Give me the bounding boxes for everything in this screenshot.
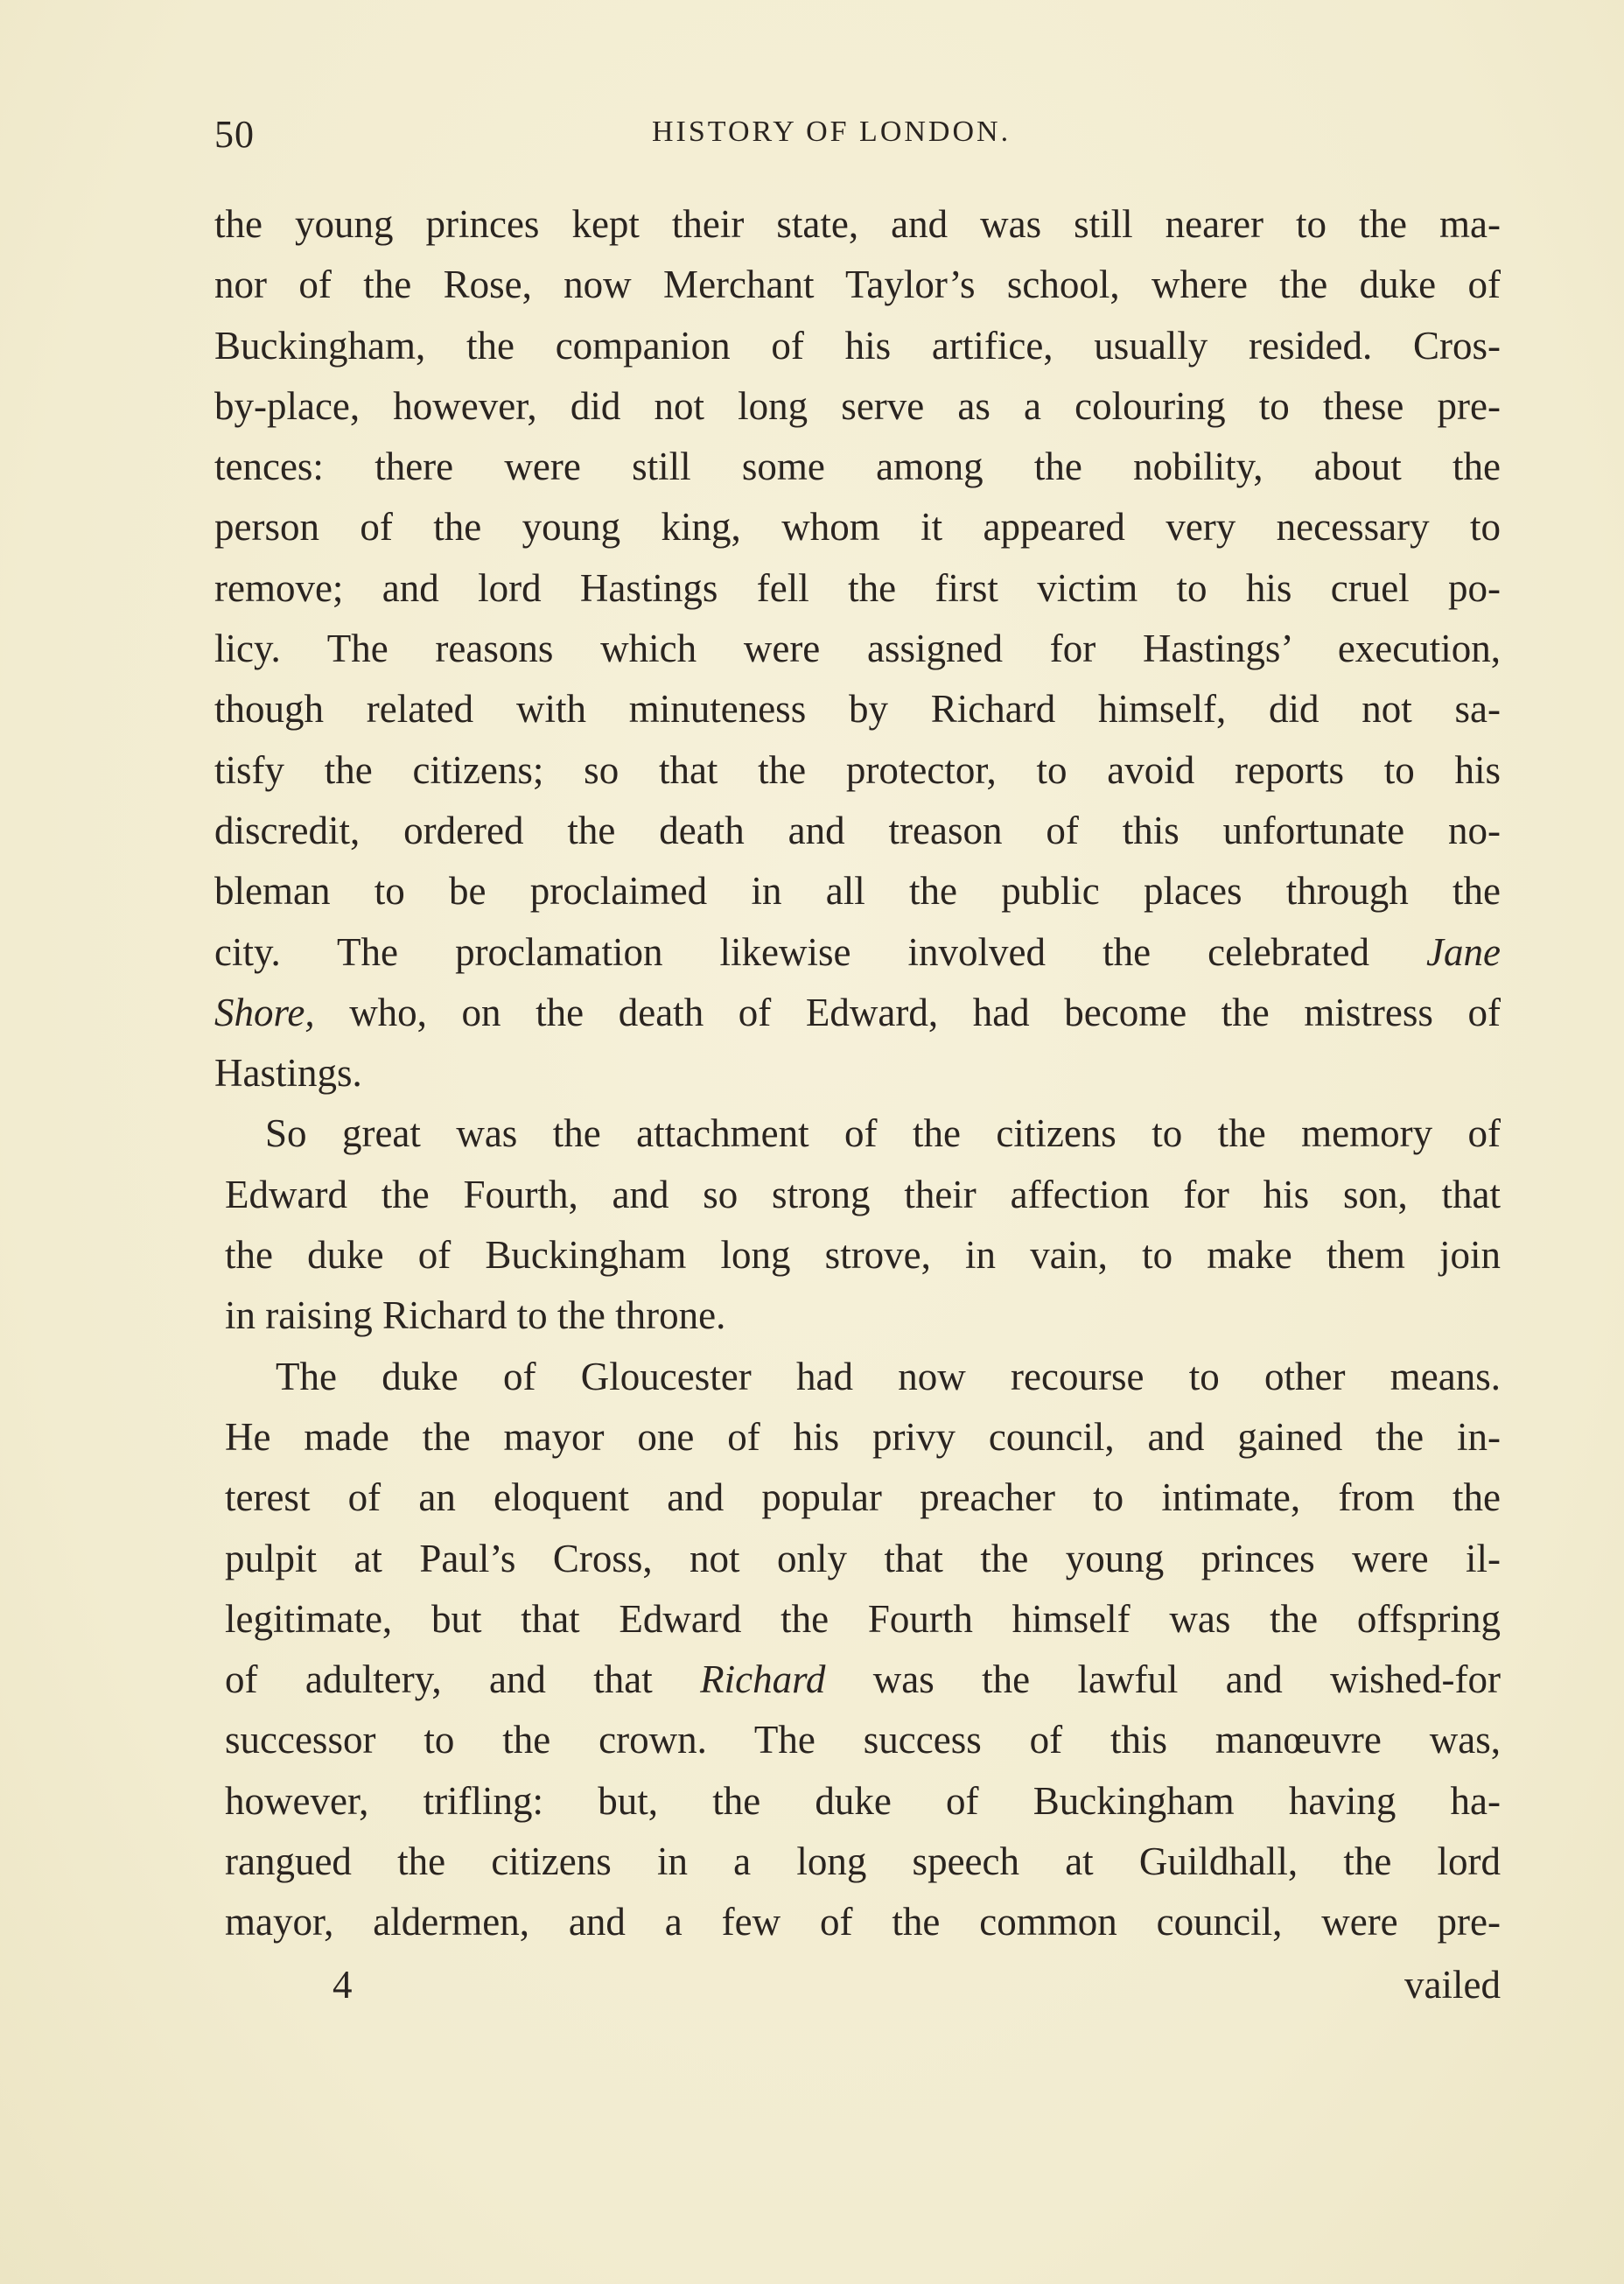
text-line: the duke of Buckingham long strove, in vain, to make them join [225, 1233, 1501, 1278]
italic-name: Jane [1426, 929, 1501, 974]
text-line: tences: there were still some among the nobility, about the [214, 445, 1501, 489]
text-line [214, 1650, 1501, 1710]
text-line: pulpit at Paul’s Cross, not only that the young princes were il- [225, 1536, 1501, 1580]
text-line: person of the young king, whom it appeared very necessary to [214, 505, 1501, 550]
text-line: Buckingham, the companion of his artifice, usually resided. Cros- [214, 323, 1501, 368]
text-line: Hastings. [214, 1051, 362, 1096]
text-line [214, 983, 1501, 1043]
text-line: the young princes kept their state, and was still nearer to the ma- [214, 202, 1501, 246]
text-segment: of adultery, and that [225, 1657, 653, 1702]
catchword: vailed [1404, 1963, 1501, 2007]
page-footer [214, 1962, 1501, 2023]
text-line: licy. The reasons which were assigned for Hastings’ execution, [214, 627, 1501, 671]
paragraph-start: The duke of Gloucester had now recourse to other means. [276, 1354, 1501, 1398]
running-title: HISTORY OF LONDON. [652, 116, 1012, 148]
text-line: tisfy the citizens; so that the protector, to avoid reports to his [214, 747, 1501, 792]
text-line: legitimate, but that Edward the Fourth himself was the offspring [225, 1596, 1501, 1641]
text-line: mayor, aldermen, and a few of the common council, were pre- [225, 1900, 1501, 1944]
text-line: He made the mayor one of his privy council, and gained the in- [225, 1414, 1501, 1459]
text-line: nor of the Rose, now Merchant Taylor’s school, where the duke of [214, 263, 1501, 307]
text-line: Edward the Fourth, and so strong their affection for his son, that [225, 1172, 1501, 1216]
text-segment: city. The proclamation likewise involved the celebrated [214, 929, 1369, 974]
text-line: however, trifling: but, the duke of Buckingham having ha- [225, 1778, 1501, 1823]
text-line: by-place, however, did not long serve as a colouring to these pre- [214, 383, 1501, 428]
text-line: though related with minuteness by Richard himself, did not sa- [214, 687, 1501, 732]
text-segment: who, on the death of Edward, had become the mistress of [349, 990, 1501, 1034]
text-line: remove; and lord Hastings fell the first victim to his cruel po- [214, 565, 1501, 610]
body-text [214, 194, 1501, 1953]
page-number: 50 [214, 113, 255, 156]
text-line [214, 922, 1501, 983]
text-line: rangued the citizens in a long speech at Guildhall, the lord [225, 1839, 1501, 1884]
italic-name: Richard [700, 1657, 826, 1702]
text-segment: was the lawful and wished-for [872, 1657, 1502, 1702]
text-line: in raising Richard to the throne. [225, 1293, 726, 1338]
signature-mark: 4 [332, 1963, 353, 2007]
text-line: terest of an eloquent and popular preacher to intimate, from the [225, 1475, 1501, 1520]
text-line: discredit, ordered the death and treason of this unfortunate no- [214, 808, 1501, 852]
running-head [214, 112, 1501, 165]
paragraph-start: So great was the attachment of the citizens to the memory of [265, 1111, 1501, 1156]
italic-name: Shore, [214, 990, 315, 1034]
text-line: bleman to be proclaimed in all the public places through the [214, 869, 1501, 914]
text-line: successor to the crown. The success of this manœuvre was, [225, 1718, 1501, 1762]
